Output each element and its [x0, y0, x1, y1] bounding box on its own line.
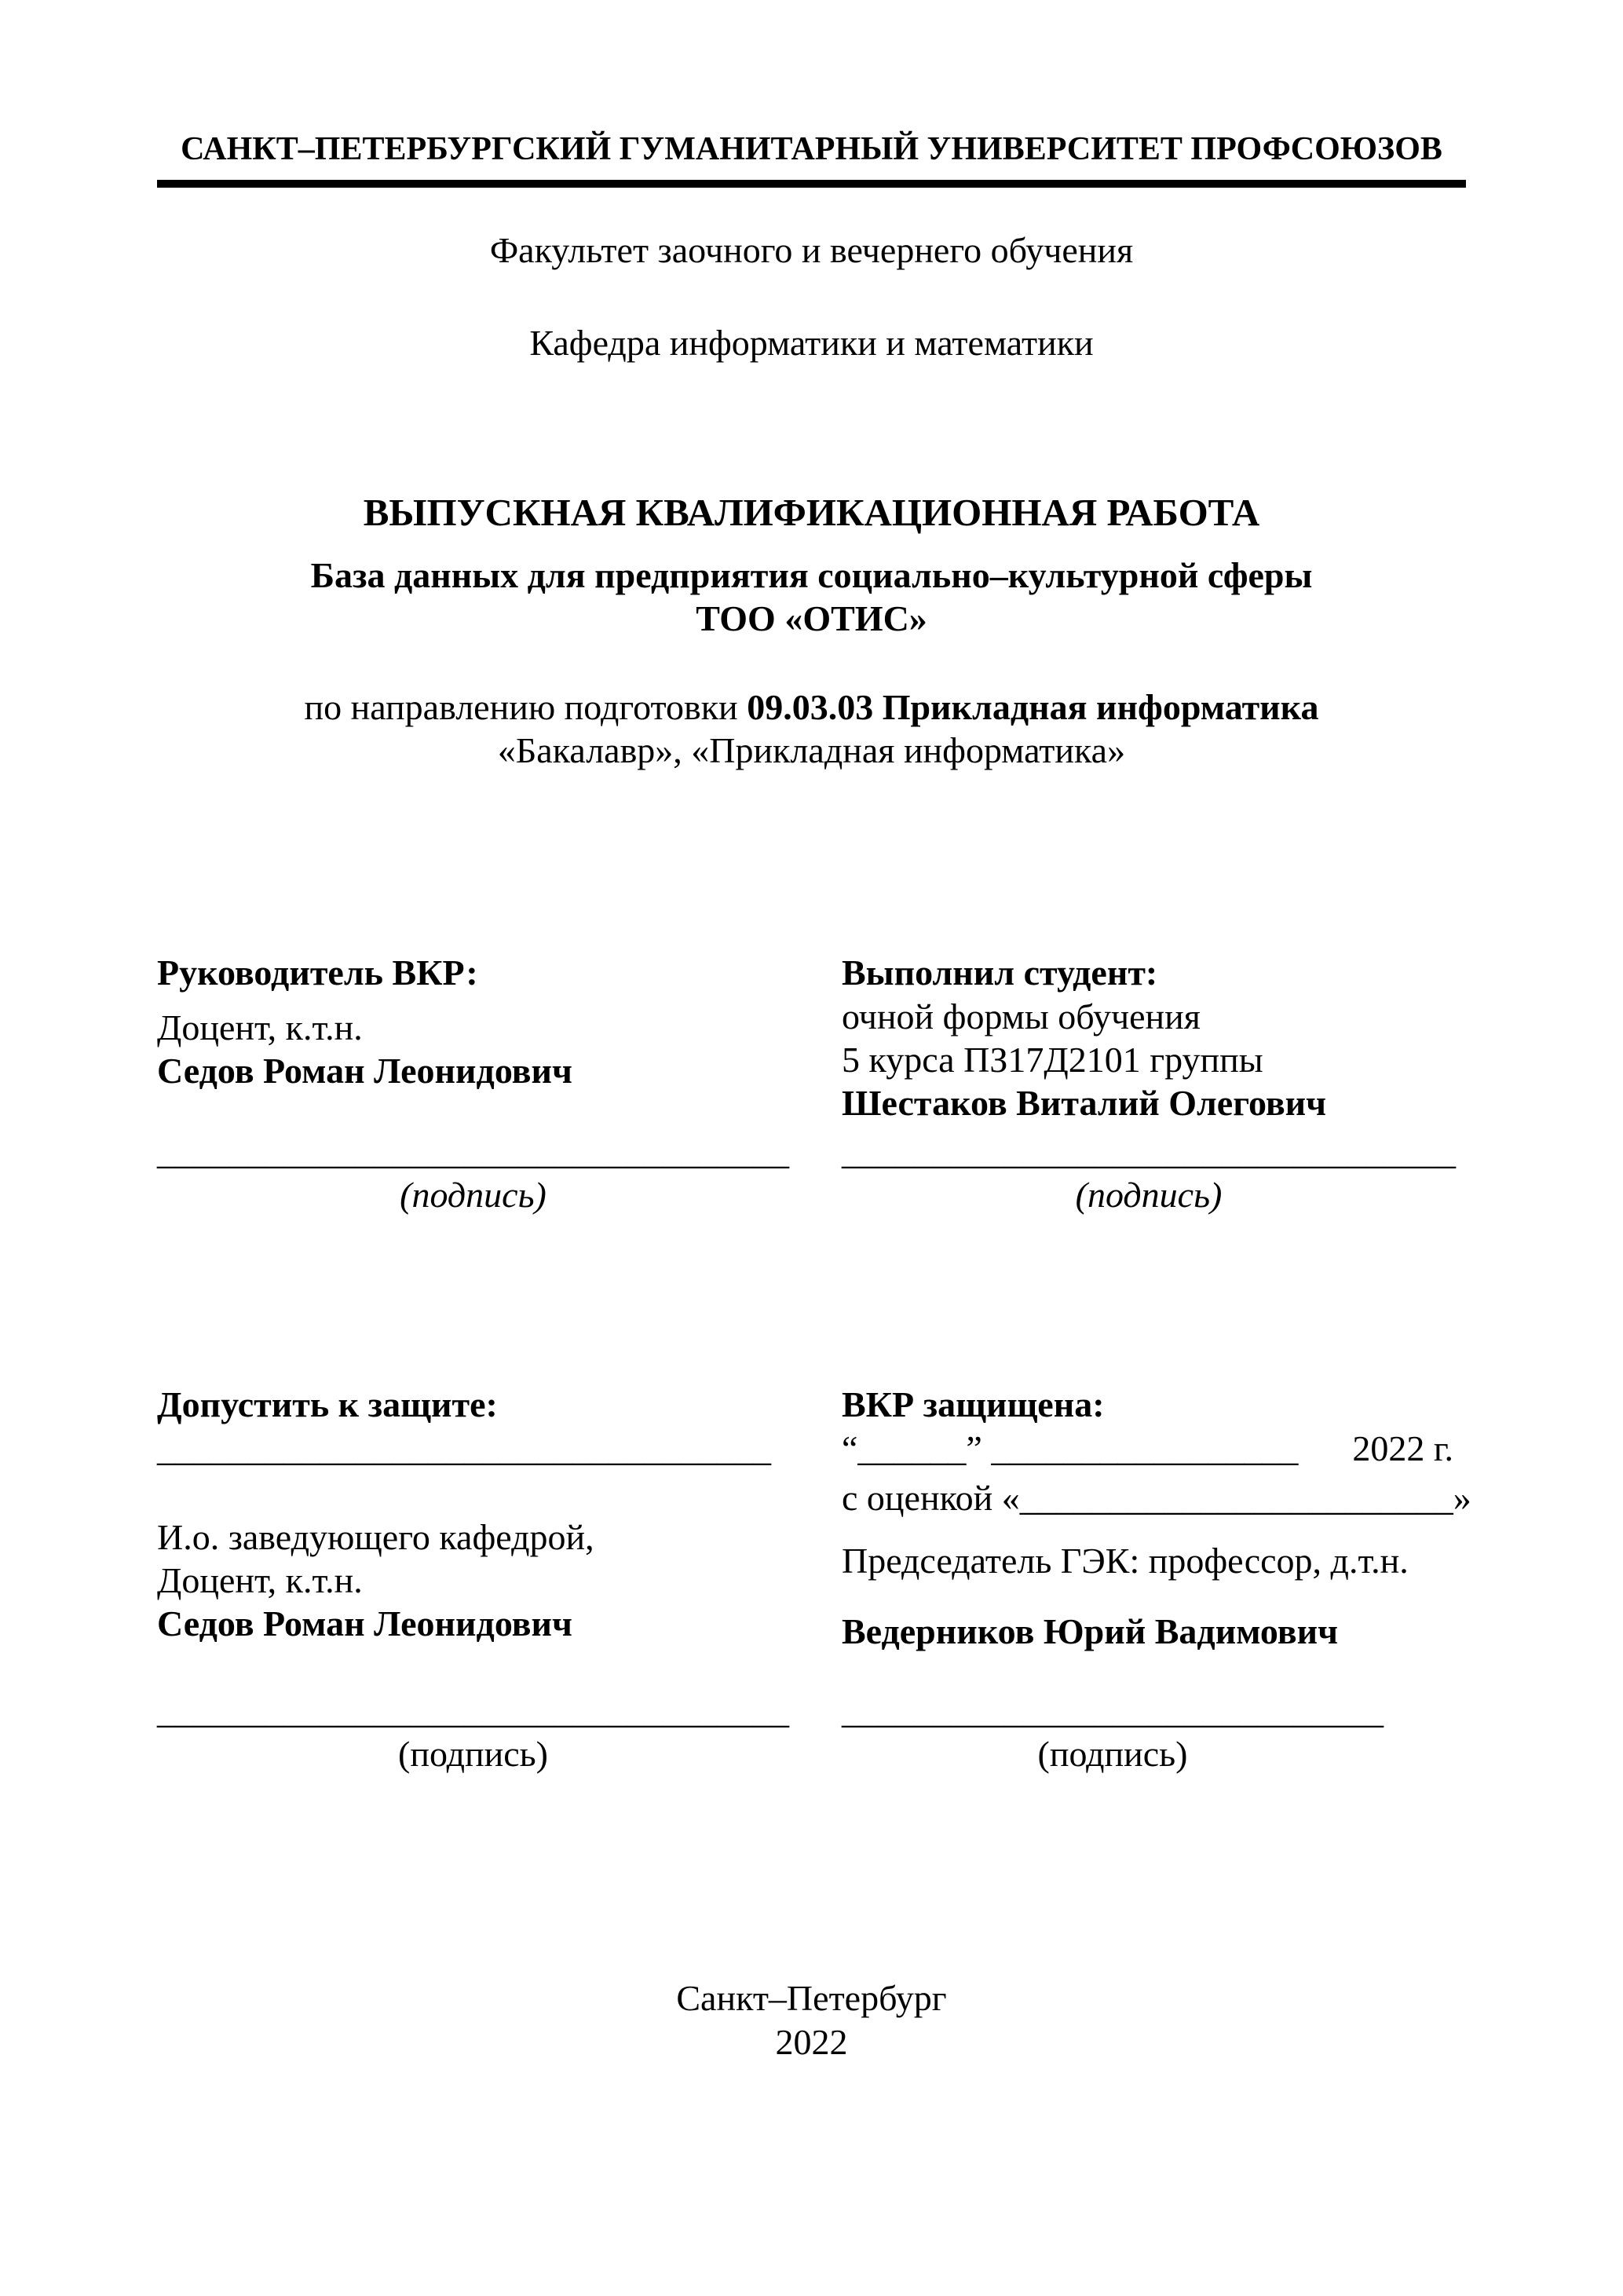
defense-signature-line: ______________________________	[842, 1690, 1384, 1731]
defense-signature-caption: (подпись)	[1037, 1734, 1188, 1775]
thesis-title-line1: База данных для предприятия социально–культурной сферы	[310, 554, 1313, 595]
student-block	[842, 951, 1466, 1216]
defense-date-line: “______” _________________ 2022 г.	[842, 1428, 1454, 1468]
admission-name: Седов Роман Леонидович	[157, 1603, 572, 1644]
footer	[157, 1976, 1466, 2063]
admission-block	[157, 1383, 801, 1775]
defense-grade-line: с оценкой «________________________»	[842, 1477, 1471, 1518]
student-heading: Выполнил студент:	[842, 952, 1158, 993]
admission-position-line1: И.о. заведующего кафедрой,	[157, 1516, 594, 1557]
student-group: 5 курса ПЗ17Д2101 группы	[842, 1039, 1263, 1080]
admission-heading: Допустить к защите:	[157, 1384, 498, 1425]
admission-position-line2: Доцент, к.т.н.	[157, 1559, 363, 1600]
defense-block	[842, 1383, 1471, 1775]
faculty-line: Факультет заочного и вечернего обучения	[489, 230, 1134, 271]
defense-chairman-title: Председатель ГЭК: профессор, д.т.н.	[842, 1540, 1409, 1581]
footer-city: Санкт–Петербург	[676, 1978, 947, 2019]
admission-signature-caption: (подпись)	[398, 1734, 548, 1775]
direction-code-and-name: 09.03.03 Прикладная информатика	[747, 686, 1319, 727]
supervisor-heading: Руководитель ВКР:	[157, 952, 478, 993]
qualification-line: «Бакалавр», «Прикладная информатика»	[497, 730, 1126, 771]
defense-chairman-name: Ведерников Юрий Вадимович	[842, 1611, 1339, 1652]
signatures-row-bottom	[157, 1383, 1471, 1775]
admission-signature-line: ___________________________________	[157, 1690, 789, 1731]
supervisor-name: Седов Роман Леонидович	[157, 1050, 572, 1091]
direction-prefix: по направлению подготовки	[304, 686, 748, 727]
supervisor-signature-area	[157, 1130, 789, 1216]
direction-line	[157, 686, 1466, 729]
student-signature-line: __________________________________	[842, 1131, 1456, 1172]
student-signature-area	[842, 1130, 1456, 1216]
signatures-row-top	[157, 951, 1466, 1216]
defense-heading: ВКР защищена:	[842, 1384, 1105, 1425]
admission-blank-line: __________________________________	[157, 1428, 771, 1468]
supervisor-degree: Доцент, к.т.н.	[157, 1007, 363, 1047]
supervisor-signature-line: ___________________________________	[157, 1131, 789, 1172]
student-signature-caption: (подпись)	[1075, 1175, 1223, 1216]
thesis-title-line2: ТОО «ОТИС»	[696, 598, 927, 638]
footer-year: 2022	[775, 2021, 848, 2062]
department-line: Кафедра информатики и математики	[529, 322, 1094, 363]
supervisor-signature-caption: (подпись)	[400, 1175, 546, 1216]
defense-signature-area	[842, 1689, 1384, 1775]
university-header	[157, 130, 1466, 188]
student-study-form: очной формы обучения	[842, 996, 1201, 1036]
work-type-title: ВЫПУСКНАЯ КВАЛИФИКАЦИОННАЯ РАБОТА	[363, 490, 1260, 534]
admission-signature-area	[157, 1689, 789, 1775]
supervisor-block	[157, 951, 801, 1216]
university-name: САНКТ–ПЕТЕРБУРГСКИЙ ГУМАНИТАРНЫЙ УНИВЕРСИТЕТ ПРОФСОЮЗОВ	[181, 131, 1442, 167]
student-name: Шестаков Виталий Олегович	[842, 1082, 1327, 1123]
